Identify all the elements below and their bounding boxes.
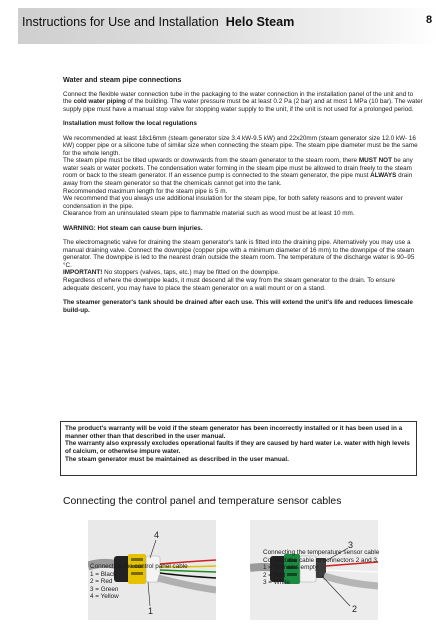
temperature-sensor-cable-caption [263,549,423,587]
regulations-heading: Installation must follow the local regulations [63,120,197,128]
text-span: The steam pipe must be tilted upwards or downwards from the steam generator to the steam room, there [63,157,359,165]
caption-item: 3 = Green [90,585,119,593]
bold-span: ALWAYS [370,172,397,180]
text-span: Connect the flexible water connection tube in the packaging to the water connection in the installation panel of the unit and to the [63,90,414,106]
clearance-paragraph: Clearance from an uninsulated steam pipe to flammable material such as wood must be at least 10 mm. [63,210,355,218]
drain-note: The steamer generator's tank should be drained after each use. This will extend the unit's life and reduces limescale build-up. [63,299,413,314]
downpipe-paragraph: Regardless of where the downpipe leads, it must descend all the way from the steam generator to the drain. To ensure adequate descent, you may have to place the steam generator on a wall mount or on a stand. [63,277,396,292]
connector-label-2: 2 [352,604,358,614]
water-section-heading: Water and steam pipe connections [63,75,182,84]
text-span: be any water seals or water pockets. The condensation water forming in the steam pipe must be allowed to drain freely to the steam room or back to the steam generator. If an essence pump is connected to the steam generator, the pipe must [63,157,413,180]
pipe-tilt-paragraph [63,157,423,187]
important-paragraph [63,269,423,277]
warranty-notice-box [60,421,417,476]
title-prefix: Instructions for Use and Installation [22,15,219,29]
caption-item: 3 = White [263,579,290,587]
pipe-length-paragraph: Recommended maximum length for the steam pipe is 5 m. [63,187,228,195]
warning-heading: WARNING: Hot steam can cause burn injuries. [63,224,203,232]
connector-label-3: 3 [348,540,354,550]
drain-valve-paragraph: The electromagnetic valve for draining the steam generator's tank is fitted into the draining pipe. Alternatively you may use a manual draining valve. Connect the downpipe (copper pipe with a minimum diameter of 16 mm) to the downpipe of the steam generator. The downpipe is led to the nearest drain outside the steam room. The temperature of the discharge water is 90–95 °C. [63,239,415,269]
page-header [18,8,438,44]
caption-title: Connecting the control panel cable [90,563,188,570]
connecting-heading: Connecting the control panel and temperature sensor cables [63,496,342,507]
text-span: No stoppers (valves, taps, etc.) may be fitted on the downpipe. [102,269,280,277]
text-span: of the building. The water pressure must be at least 0.2 Pa (2 bar) and at most 1 MPa (10 bar). The water supply pipe must have a manual stop valve for stopping water supply to the unit, if the unit is not used for a prolonged period. [63,98,423,113]
control-panel-cable-caption [90,563,250,601]
pipe-size-paragraph: We recommended at least 18x16mm (steam generator size 3.4 kW-9.5 kW) and 22x20mm (steam generator size 12.0 kW- 16 kW) copper pipe or a silicone tube of similar size when connecting the steam pipe. The steam pipe diameter must be the same for the whole length. [63,134,418,157]
page-number: 8 [426,14,433,26]
product-name: Helo Steam [225,15,295,29]
bold-span: MUST NOT [358,157,392,165]
important-label: IMPORTANT! [63,269,103,277]
connector-label-4: 4 [154,530,160,540]
caption-title: Connecting the temperature sensor cable [263,549,380,556]
water-paragraph [63,91,423,114]
connector-label-1: 1 [148,606,154,616]
main-content [63,76,423,314]
warranty-line: The warranty also expressly excludes operational faults if they are caused by hard water i.e. water with high levels of calcium, or otherwise impure water. [65,440,410,456]
caption-item: 1 = Black [90,570,117,578]
caption-item: 4 = Yellow [90,593,119,601]
warranty-line: The steam generator must be maintained as described in the user manual. [65,455,289,463]
caption-subtitle: Connect the cable to connectors 2 and 3. [263,556,379,564]
warranty-line: The product's warranty will be void if the steam generator has been incorrectly installed or it has been used in a manner other than that described in the user manual. [65,425,403,440]
bold-span: cold water piping [73,98,126,106]
caption-item: 2 = Red [263,571,286,579]
text-span: drain away from the steam generator so that the chemicals cannot get into the tank. [63,172,413,188]
caption-item: 2 = Red [90,578,113,586]
insulation-paragraph: We recommend that you always use additional insulation for the steam pipe, for both safety reasons and to prevent water condensation in the pipe. [63,195,403,210]
document-title [22,15,294,29]
caption-item: 1 = Remains empty [263,564,318,572]
